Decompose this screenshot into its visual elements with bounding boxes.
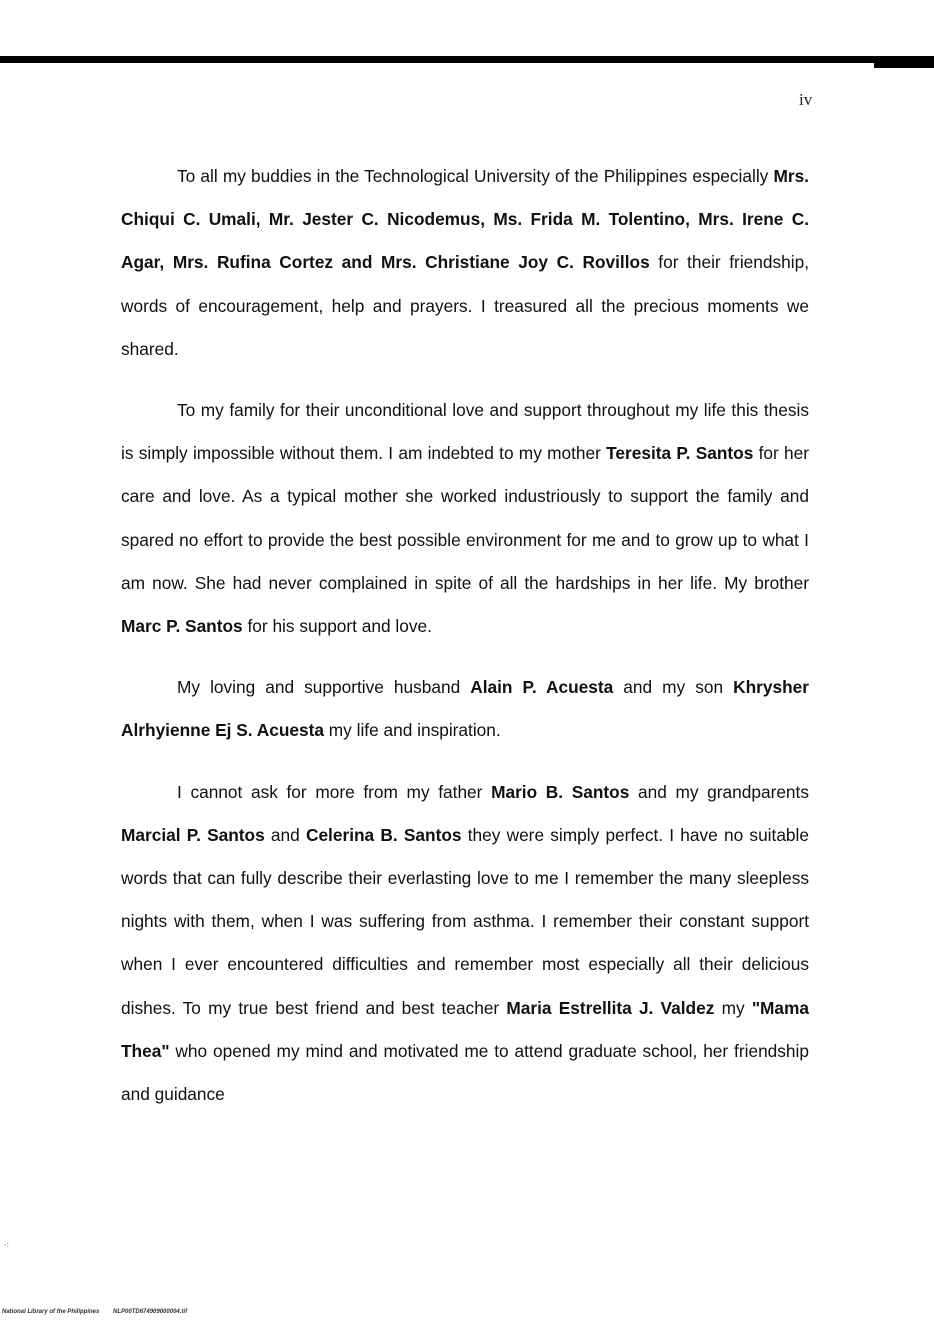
text-run: I cannot ask for more from my father (177, 781, 492, 802)
top-rule-tail (874, 60, 934, 68)
text-run: and my grandparents (629, 781, 809, 802)
bold-name-run: Alain P. Acuesta (470, 677, 614, 698)
page-number: iv (799, 90, 813, 109)
text-run: My loving and supportive husband (177, 677, 471, 698)
text-run: my life and inspiration. (323, 720, 501, 741)
text-run: my (714, 997, 752, 1018)
text-run: they were simply perfect. I have no suitable words that can fully describe their everlasting love to me I remember the many sleepless nights with them, when I was suffering from asthma. I remember their constant support when I ever encountered difficulties and remember most especially all their delicious dishes. To my true best friend and best teacher (121, 824, 809, 1018)
bold-name-run: Maria Estrellita J. Valdez (506, 997, 715, 1018)
paragraph (121, 666, 809, 752)
paragraph (121, 155, 809, 371)
scan-speck: ⁖ (4, 1240, 10, 1250)
paragraph (121, 389, 809, 648)
bold-name-run: "Mama Thea" (121, 997, 809, 1061)
text-run: and (264, 824, 306, 845)
bold-name-run: Teresita P. Santos (606, 443, 754, 464)
bold-name-run: Khrysher Alrhyienne Ej S. Acuesta (121, 677, 810, 741)
text-run: for his support and love. (242, 616, 432, 637)
bold-name-run: Marcial P. Santos (121, 824, 265, 845)
text-run: who opened my mind and motivated me to attend graduate school, her friendship and guidance (121, 1040, 809, 1105)
acknowledgment-body (121, 155, 809, 1134)
text-run: for her care and love. As a typical mother she worked industriously to support the family and spared no effort to provide the best possible environment for me and to grow up to what I am now. She had never complained in spite of all the hardships in her life. My brother (121, 443, 809, 593)
footer-library: National Library of the Philippines (2, 1309, 100, 1315)
bold-name-run: Marc P. Santos (121, 616, 243, 637)
bold-name-run: Mrs. Chiqui C. Umali, Mr. Jester C. Nicodemus, Ms. Frida M. Tolentino, Mrs. Irene C. Agar, Mrs. Rufina Cortez and Mrs. Christiane Joy C. Rovillos (121, 166, 809, 273)
top-rule (0, 56, 934, 63)
text-run: for their friendship, words of encouragement, help and prayers. I treasured all the precious moments we shared. (121, 252, 809, 359)
scan-footer (2, 1309, 199, 1315)
paragraph (121, 771, 809, 1117)
footer-file-id: NLP00TD674909000004.tif (113, 1309, 188, 1315)
text-run: To my family for their unconditional love and support throughout my life this thesis is simply impossible without them. I am indebted to my mother (121, 400, 809, 464)
bold-name-run: Mario B. Santos (491, 781, 630, 802)
text-run: and my son (613, 677, 734, 698)
text-run: To all my buddies in the Technological University of the Philippines especially (177, 166, 774, 186)
bold-name-run: Celerina B. Santos (305, 824, 462, 845)
